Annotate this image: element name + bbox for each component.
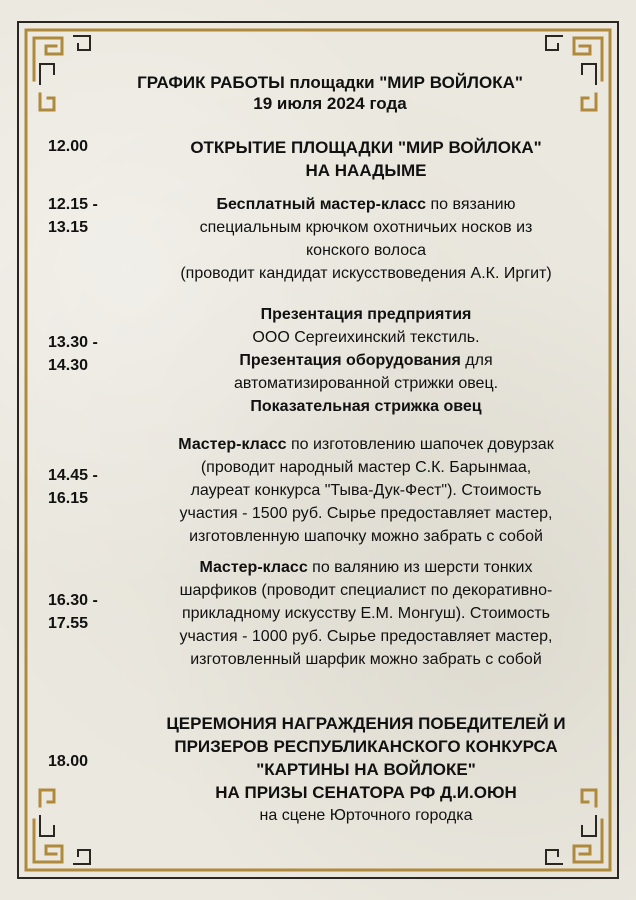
event-hat-class (128, 433, 604, 548)
event-highlight: Презентация оборудования (239, 352, 461, 369)
event-line: ЦЕРЕМОНИЯ НАГРАЖДЕНИЯ ПОБЕДИТЕЛЕЙ И (166, 714, 566, 733)
event-line: участия - 1000 руб. Сырье предоставляет мастер, (179, 628, 553, 645)
title-line: ГРАФИК РАБОТЫ площадки "МИР ВОЙЛОКА" (137, 73, 523, 92)
time-label (48, 331, 98, 377)
event-line: ООО Сергеихинский текстиль. (252, 329, 480, 346)
time-label (48, 464, 98, 510)
time-label (48, 750, 88, 773)
event-highlight: Бесплатный мастер-класс (216, 196, 427, 213)
time-label (48, 589, 98, 635)
time-end: 13.15 (48, 219, 89, 236)
time-start: 14.45 - (48, 467, 98, 484)
event-line: прикладному искусству Е.М. Монгуш). Стоимость (181, 605, 551, 622)
event-opening (128, 136, 604, 182)
event-line: ОТКРЫТИЕ ПЛОЩАДКИ "МИР ВОЙЛОКА" (190, 138, 542, 157)
event-line: автоматизированной стрижки овец. (233, 375, 499, 392)
event-line: лауреат конкурса "Тыва-Дук-Фест"). Стоимость (190, 482, 542, 499)
event-text: для (460, 352, 493, 369)
event-highlight: Мастер-класс (199, 559, 308, 576)
time-end: 17.55 (48, 615, 89, 632)
event-line (128, 193, 604, 216)
event-highlight: Презентация предприятия (260, 306, 472, 323)
time-end: 16.15 (48, 490, 89, 507)
event-line: НА ПРИЗЫ СЕНАТОРА РФ Д.И.ОЮН (215, 783, 517, 802)
event-line (128, 303, 604, 326)
time-end: 14.30 (48, 357, 89, 374)
event-line (128, 395, 604, 418)
event-line (128, 556, 604, 579)
event-line: изготовленный шарфик можно забрать с собой (190, 651, 542, 668)
event-line: конского волоса (306, 242, 426, 259)
event-highlight: Показательная стрижка овец (250, 398, 482, 415)
time-label (48, 193, 98, 239)
event-line: (проводит кандидат искусствоведения А.К. Иргит) (180, 265, 552, 282)
event-scarf-class (128, 556, 604, 671)
event-line: ПРИЗЕРОВ РЕСПУБЛИКАНСКОГО КОНКУРСА (174, 737, 558, 756)
event-line (128, 433, 604, 456)
event-highlight: Мастер-класс (178, 436, 287, 453)
time-start: 18.00 (48, 753, 89, 770)
time-start: 13.30 - (48, 334, 98, 351)
event-line (128, 349, 604, 372)
time-start: 12.00 (48, 138, 89, 155)
event-venue: на сцене Юрточного городка (259, 807, 473, 824)
time-label (48, 135, 88, 158)
date-line: 19 июля 2024 года (253, 94, 407, 113)
time-start: 16.30 - (48, 592, 98, 609)
event-line: специальным крючком охотничьих носков из (199, 219, 533, 236)
event-presentation (128, 303, 604, 418)
event-line: "КАРТИНЫ НА ВОЙЛОКЕ" (256, 760, 476, 779)
event-text: по вязанию (426, 196, 516, 213)
event-knitting-class (128, 193, 604, 285)
time-start: 12.15 - (48, 196, 98, 213)
page-title (60, 72, 600, 114)
event-line: шарфиков (проводит специалист по декоративно- (179, 582, 553, 599)
event-line: НА НААДЫМЕ (305, 161, 427, 180)
event-line: изготовленную шапочку можно забрать с собой (189, 528, 543, 545)
event-ceremony (128, 712, 604, 827)
event-text: по изготовлению шапочек довурзак (286, 436, 554, 453)
event-line: (проводит народный мастер С.К. Барынмаа, (200, 459, 532, 476)
event-line: участия - 1500 руб. Сырье предоставляет мастер, (179, 505, 553, 522)
event-text: по валянию из шерсти тонких (307, 559, 533, 576)
